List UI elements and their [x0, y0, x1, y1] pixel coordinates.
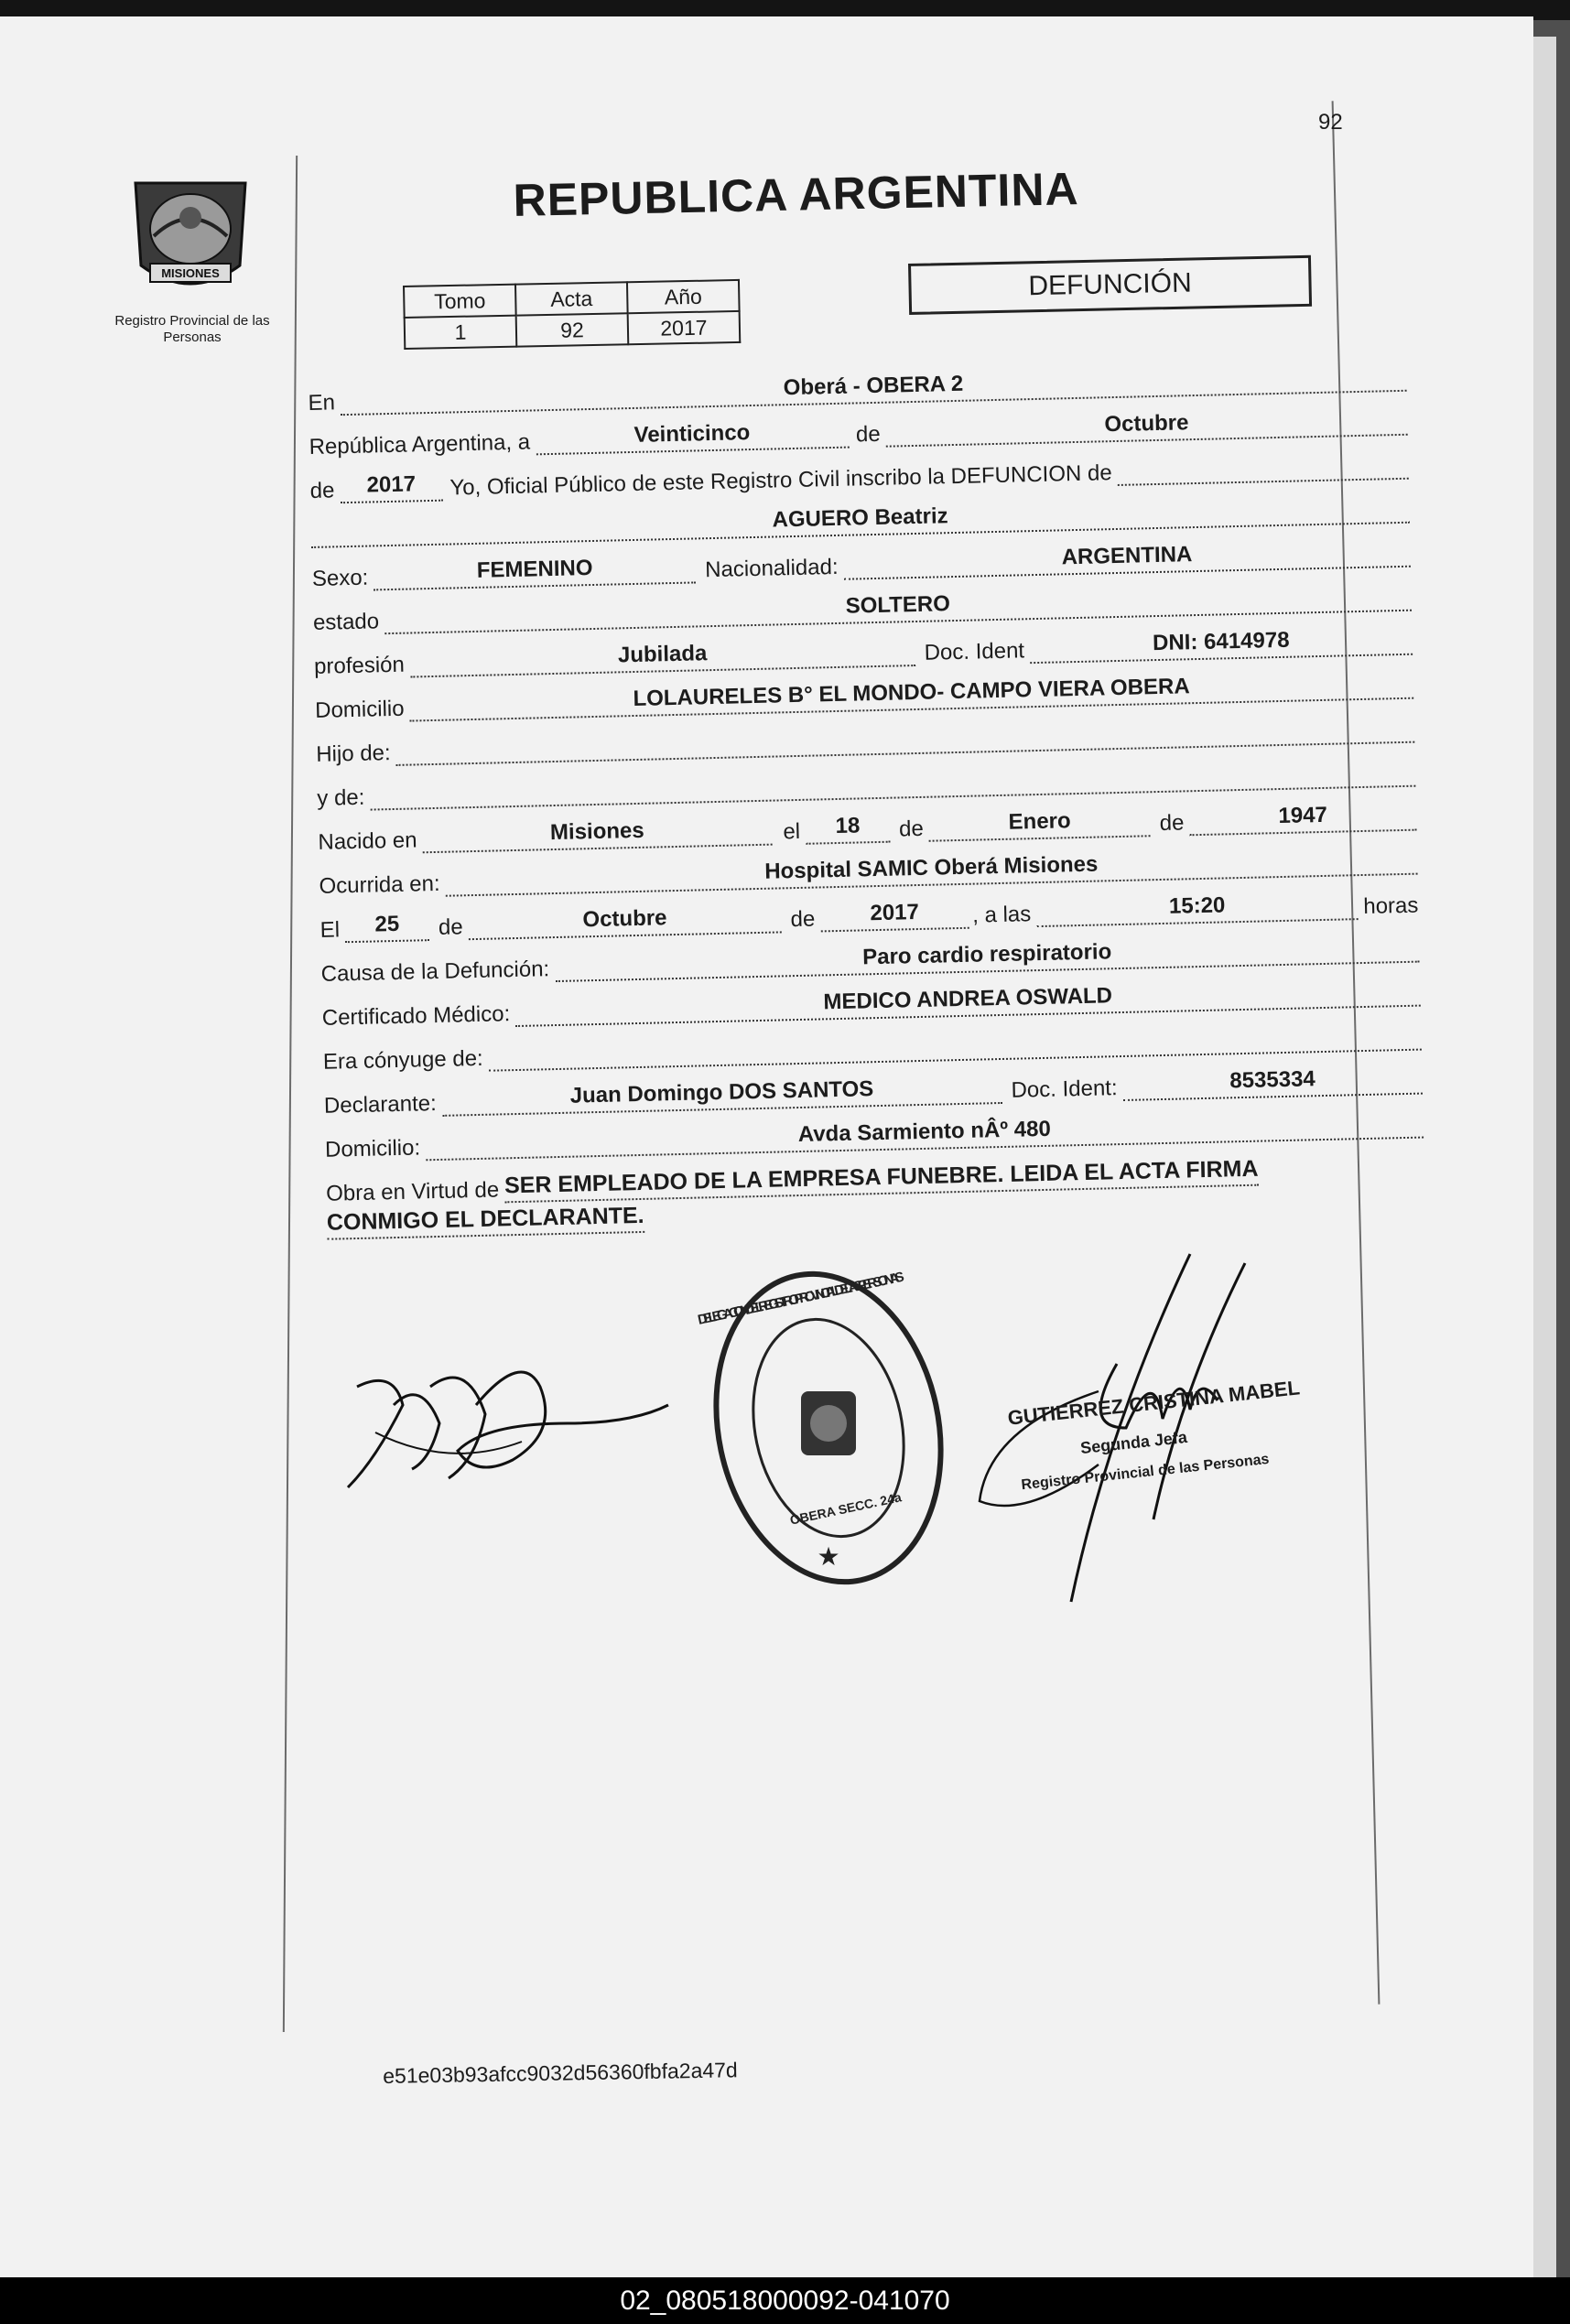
- causa-label: Causa de la Defunción:: [320, 957, 550, 987]
- nacionalidad-label: Nacionalidad:: [704, 554, 839, 583]
- registry-stamp-icon: [696, 1263, 952, 1593]
- horas-label: horas: [1362, 892, 1419, 919]
- stamp-star-icon: ★: [817, 1542, 840, 1571]
- declarante-value: Juan Domingo DOS SANTOS: [441, 1074, 1002, 1117]
- obra-value-1: SER EMPLEADO DE LA EMPRESA FUNEBRE. LEIDA EL ACTA FIRMA: [504, 1156, 1259, 1204]
- anio-value: 2017: [628, 311, 741, 344]
- doc-ident-value: DNI: 6414978: [1030, 625, 1413, 664]
- nacido-en-value: Misiones: [422, 816, 773, 854]
- conyuge-label: Era cónyuge de:: [322, 1045, 483, 1075]
- domicilio-value: LOLAURELES B° EL MONDO- CAMPO VIERA OBERA: [409, 669, 1413, 722]
- domicilio2-label: Domicilio:: [324, 1135, 421, 1162]
- a-las-label: , a las: [971, 902, 1032, 928]
- year-value: 2017: [340, 471, 443, 504]
- tomo-header: Tomo: [404, 285, 516, 318]
- de-death-label: de: [438, 914, 463, 940]
- page-number: 92: [1318, 110, 1343, 135]
- birth-year-value: 1947: [1189, 801, 1417, 837]
- death-month-value: Octubre: [468, 903, 782, 940]
- misiones-seal-icon: [126, 165, 254, 302]
- file-id-bar: [0, 2277, 1570, 2324]
- declarant-signature-icon: [339, 1350, 677, 1506]
- death-day-value: 25: [345, 911, 430, 943]
- sexo-value: FEMENINO: [374, 553, 697, 590]
- stamp-ring-text: DELEGACION DEL REGISTRO PROVINCIAL DE LAS PERSONAS: [696, 1269, 906, 1328]
- place-value: Oberá - OBERA 2: [341, 362, 1407, 416]
- declarante-doc-value: 8535334: [1122, 1065, 1423, 1101]
- republic-label: República Argentina, a: [309, 429, 531, 459]
- sexo-label: Sexo:: [311, 565, 369, 591]
- de-year-label: de: [309, 478, 335, 503]
- profesion-label: profesión: [313, 652, 406, 679]
- stamp-inner-text: OBERA SECC. 24a: [788, 1489, 904, 1528]
- certificado-label: Certificado Médico:: [321, 1001, 511, 1031]
- deceased-name-value: AGUERO Beatriz: [310, 493, 1409, 548]
- file-id: 02_080518000092-041070: [620, 2286, 950, 2316]
- estado-value: SOLTERO: [384, 581, 1412, 634]
- ocurrida-label: Ocurrida en:: [319, 870, 440, 899]
- document-hash: e51e03b93afcc9032d56360fbfa2a47d: [383, 2058, 738, 2088]
- hijo-de-label: Hijo de:: [315, 740, 391, 767]
- declarante-label: Declarante:: [323, 1091, 438, 1119]
- certificado-value: MEDICO ANDREA OSWALD: [515, 977, 1421, 1027]
- nacionalidad-value: ARGENTINA: [843, 537, 1411, 580]
- obra-label: Obra en Virtud de: [325, 1177, 500, 1206]
- obra-value-2: CONMIGO EL DECLARANTE.: [327, 1203, 644, 1240]
- record-table: [403, 279, 741, 350]
- domicilio2-value: Avda Sarmiento nÂº 480: [426, 1108, 1424, 1162]
- registry-name: Registro Provincial de las Personas: [114, 313, 270, 345]
- death-year-value: 2017: [820, 899, 969, 933]
- official-role: Segunda Jefa: [1079, 1427, 1188, 1458]
- el-cap-label: El: [319, 917, 341, 943]
- oficial-trailing-fill: [1117, 453, 1408, 486]
- de-death-year-label: de: [790, 906, 816, 933]
- document-type-box: DEFUNCIÓN: [908, 255, 1312, 315]
- de-birth-year-label: de: [1159, 810, 1185, 837]
- oficial-text: Yo, Oficial Público de este Registro Civil inscribo la DEFUNCION de: [449, 460, 1112, 501]
- anio-header: Año: [627, 280, 740, 313]
- declarante-doc-label: Doc. Ident:: [1011, 1076, 1118, 1103]
- en-label: En: [308, 390, 336, 416]
- ocurrida-value: Hospital SAMIC Oberá Misiones: [445, 845, 1417, 897]
- month-value: Octubre: [885, 405, 1407, 448]
- domicilio-label: Domicilio: [314, 696, 405, 723]
- profesion-value: Jubilada: [409, 636, 915, 678]
- official-name: GUTIERREZ CRISTINA MABEL: [1006, 1376, 1302, 1430]
- acta-header: Acta: [515, 282, 628, 315]
- doc-ident-label: Doc. Ident: [924, 638, 1025, 665]
- nacido-en-label: Nacido en: [318, 827, 417, 855]
- death-time-value: 15:20: [1036, 890, 1359, 927]
- y-de-label: y de:: [317, 784, 365, 811]
- seal-banner-text: MISIONES: [161, 266, 220, 280]
- tomo-value: 1: [405, 316, 517, 349]
- death-record-form: [308, 355, 1427, 1304]
- estado-label: estado: [312, 609, 380, 635]
- record-value-row: [405, 311, 741, 349]
- acta-value: 92: [516, 313, 629, 346]
- birth-month-value: Enero: [928, 806, 1151, 841]
- official-office: Registro Provincial de las Personas: [1020, 1451, 1271, 1494]
- document-title: REPUBLICA ARGENTINA: [513, 163, 1080, 226]
- el-label: el: [783, 818, 801, 845]
- birth-day-value: 18: [806, 813, 891, 845]
- day-words-value: Veinticinco: [536, 418, 850, 456]
- de-birth-label: de: [898, 816, 925, 842]
- causa-value: Paro cardio respiratorio: [555, 933, 1420, 982]
- de-label: de: [855, 421, 882, 448]
